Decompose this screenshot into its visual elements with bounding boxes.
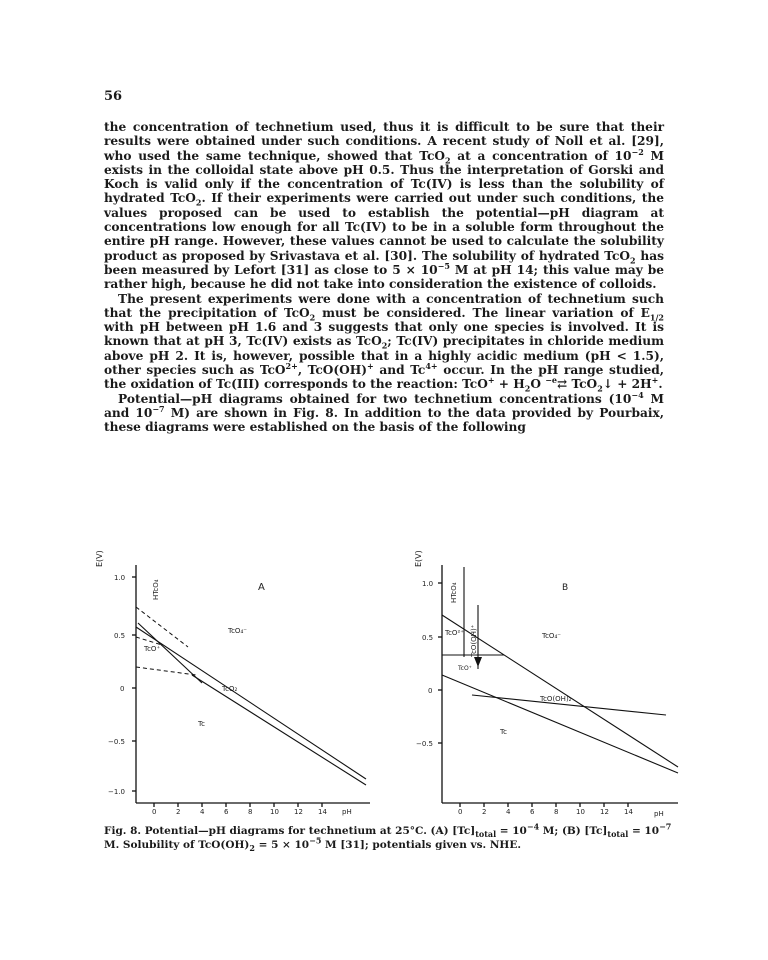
panel-a-xtick: 8 [248,808,253,816]
potential-ph-diagrams [92,545,682,825]
panel-a-x-unit: pH [342,808,352,816]
superscript: + [367,360,374,371]
panel-b-label-tc: Tc [500,728,507,736]
panel-a-label-tco4: TcO₄⁻ [228,627,247,635]
panel-b-xtick: 8 [554,808,559,816]
panel-a-dashed-1 [136,607,188,647]
panel-a-ytick: 0.5 [114,632,126,640]
superscript: −4 [631,389,644,400]
panel-a-xtick: 14 [318,808,327,816]
panel-a-xtick: 4 [200,808,205,816]
superscript: + [487,375,495,386]
body-text [104,120,664,435]
panel-a-y-axis-label: E(V) [95,550,104,567]
panel-b-x-unit: pH [654,810,664,818]
panel-b-label-tcooh: TcO(OH)⁺ [470,624,478,657]
superscript: −5 [437,260,450,271]
panel-b-xtick: 12 [600,808,609,816]
panel-b-ytick: 0.5 [422,634,434,642]
panel-b-label-tcooh2: TcO(OH)₂ [540,695,572,703]
panel-a-label-tco2: TcO₂ [222,685,238,693]
panel-a-boundary-upper [136,627,366,779]
superscript: −7 [152,403,165,414]
subscript: 2 [249,843,255,854]
paragraph-2: The present experiments were done with a concentration of technetium such that the precipitation of TcO$_2$ must be considered. The linear variation of $E_{1/2}$ with pH between pH 1.6 and 3 suggests that only one species is involved. It is known that at pH 3, Tc(IV) exists as TcO$_2$; Tc(IV) precipitates in chloride medium above pH 2. It is, however, possible that in a highly acidic medium (pH < 1.5), other species such as TcO$^{2+}$, TcO(OH)+ and $Tc^{4+}$ occur. In the pH range studied, the oxidation of Tc(III) corresponds to the reaction: $TcO^+ + H_2O$ $^{-e}$⇄ TcO$_2$↓ + 2H+. [104,291,665,394]
subscript: 2 [630,255,636,266]
panel-b-ytick: 0 [428,687,433,695]
panel-a-x-ticks [152,803,352,816]
panel-b-x-ticks [458,803,664,818]
panel-a-xtick: 0 [152,808,157,816]
superscript: −5 [309,835,322,846]
panel-a-label-tc: Tc [198,720,205,728]
panel-b-xtick: 4 [506,808,511,816]
superscript: −e [545,375,558,386]
subscript: total [607,829,629,840]
panel-b-xtick: 0 [458,808,463,816]
panel-b [414,550,678,818]
panel-b-label-tco4: TcO₄⁻ [542,632,561,640]
panel-b-label-htco4: HTcO₄ [450,582,458,603]
panel-b-arrow-icon [474,657,482,667]
subscript: total [475,829,497,840]
subscript: 2 [309,312,316,323]
subscript: 2 [524,383,531,394]
panel-a-boundary-lower [192,675,366,785]
figure-caption: Fig. 8. Potential—pH diagrams for technetium at 25°C. (A) $[Tc]_{total} = 10^{-4}$ M; (B) $[Tc]_{total} = 10^{-7}$ M. Solubility of $TcO(OH)_2 = 5 \times 10^{-5}$ M [31]; potentials given vs. NHE. [104,821,672,854]
superscript: 2+ [285,360,298,371]
panel-b-label-tco2plus: TcO²⁺ [445,629,464,637]
panel-a-ytick: 1.0 [114,574,126,582]
subscript: 1/2 [649,312,664,323]
panel-a-label-htco4: HTcO₄ [152,579,160,600]
figure-8 [92,545,682,825]
panel-b-y-ticks [416,580,442,748]
panel-a [95,550,370,816]
panel-a-xtick: 2 [176,808,181,816]
page-number: 56 [104,89,123,104]
panel-b-xtick: 6 [530,808,535,816]
paragraph-3: Potential—pH diagrams obtained for two technetium concentrations ($10^{-4}$ M and $10^{-7}$ M) are shown in Fig. 8. In addition to the data provided by Pourbaix, these diagrams were established on the basis of the following [104,389,665,435]
panel-b-boundary-lower [442,675,678,773]
panel-b-xtick: 10 [576,808,585,816]
panel-a-xtick: 12 [294,808,303,816]
subscript: 2 [381,340,388,351]
panel-a-ytick: −0.5 [108,738,125,746]
superscript: −2 [631,146,644,157]
subscript: 2 [195,197,202,208]
superscript: −7 [659,821,672,832]
panel-a-letter: A [258,582,265,593]
superscript: + [651,375,659,386]
superscript: −4 [526,821,540,832]
panel-b-label-tco-plus: TcO⁺ [458,665,472,672]
panel-a-xtick: 10 [270,808,279,816]
panel-a-label-tco-plus: TcO⁺ [144,645,161,653]
superscript: 4+ [425,360,438,371]
panel-b-xtick: 2 [482,808,487,816]
panel-b-xtick: 14 [624,808,633,816]
panel-b-ytick: 1.0 [422,580,434,588]
panel-b-letter: B [562,583,569,593]
panel-a-y-ticks [108,574,136,796]
panel-b-y-axis-label: E(V) [414,550,423,567]
subscript: 2 [597,383,603,394]
panel-a-ytick: 0 [120,685,125,693]
subscript: 2 [444,155,451,166]
panel-a-xtick: 6 [224,808,229,816]
panel-b-ytick: −0.5 [416,740,433,748]
panel-a-boundary-tco2 [138,623,202,683]
paragraph-1: the concentration of technetium used, thus it is difficult to be sure that their results were obtained under such conditions. A recent study of Noll et al. [29], who used the same technique, showed that TcO$_2$ at a concentration of $10^{-2}$ M exists in the colloidal state above pH 0.5. Thus the interpretation of Gorski and Koch is valid only if the concentration of Tc(IV) is less than the solubility of hydrated TcO$_2$. If their experiments were carried out under such conditions, the values proposed can be used to establish the potential—pH diagram at concentrations low enough for all Tc(IV) to be in a soluble form throughout the entire pH range. However, these values cannot be used to calculate the solubility product as proposed by Srivastava et al. [30]. The solubility of hydrated TcO$_2$ has been measured by Lefort [31] as close to $5 \times 10^{-5}$ M at pH 14; this value may be rather high, because he did not take into consideration the existence of colloids. [104,120,665,292]
panel-a-ytick: −1.0 [108,788,125,796]
